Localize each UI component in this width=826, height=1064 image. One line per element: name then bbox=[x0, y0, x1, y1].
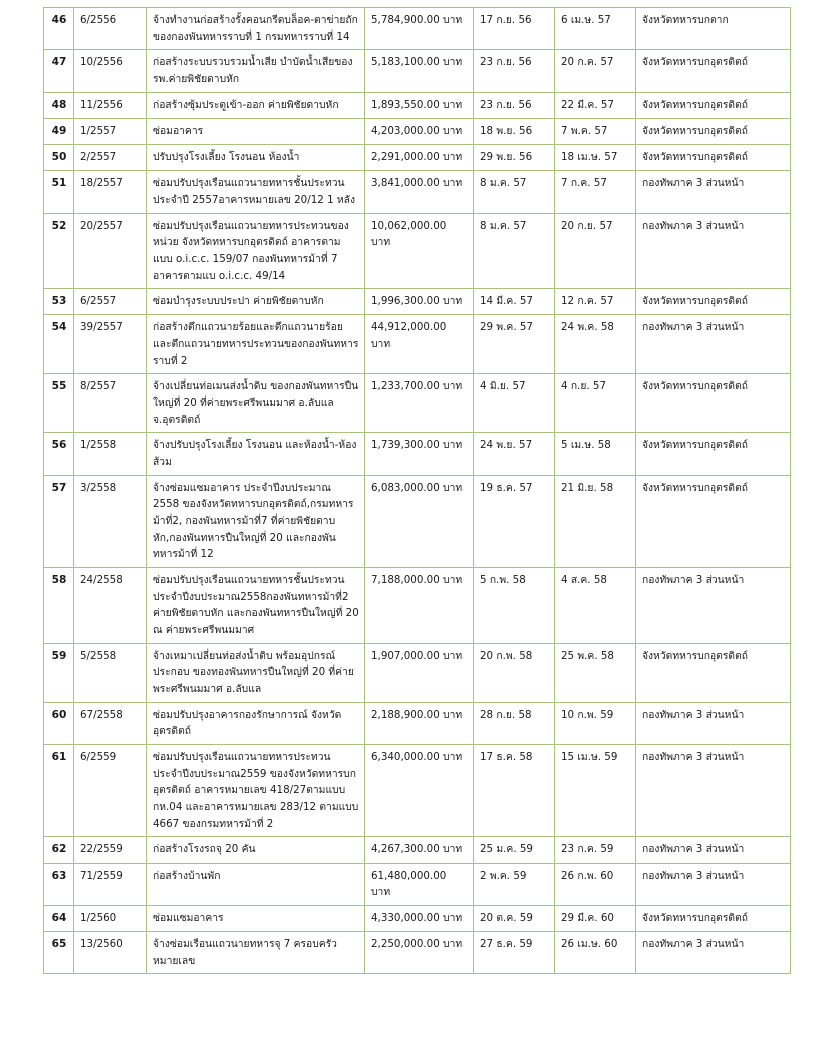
cell-amount: 6,083,000.00 บาท bbox=[365, 475, 474, 567]
cell-ref: 1/2557 bbox=[74, 118, 147, 144]
cell-amount: 61,480,000.00 บาท bbox=[365, 863, 474, 905]
cell-amount: 4,267,300.00 บาท bbox=[365, 837, 474, 863]
cell-amount: 6,340,000.00 บาท bbox=[365, 745, 474, 837]
cell-date1: 24 พ.ย. 57 bbox=[474, 433, 555, 475]
cell-amount: 1,739,300.00 บาท bbox=[365, 433, 474, 475]
cell-agency: จังหวัดทหารบกอุตรดิตถ์ bbox=[636, 475, 791, 567]
cell-date1: 2 พ.ค. 59 bbox=[474, 863, 555, 905]
cell-date1: 25 ม.ค. 59 bbox=[474, 837, 555, 863]
cell-amount: 7,188,000.00 บาท bbox=[365, 568, 474, 644]
cell-date2: 7 ก.ค. 57 bbox=[555, 171, 636, 213]
cell-ref: 11/2556 bbox=[74, 92, 147, 118]
cell-amount: 1,233,700.00 บาท bbox=[365, 374, 474, 433]
cell-agency: จังหวัดทหารบกอุตรดิตถ์ bbox=[636, 289, 791, 315]
cell-date1: 8 ม.ค. 57 bbox=[474, 171, 555, 213]
cell-amount: 5,183,100.00 บาท bbox=[365, 50, 474, 92]
table-row bbox=[44, 837, 791, 863]
cell-ref: 18/2557 bbox=[74, 171, 147, 213]
cell-date2: 4 ก.ย. 57 bbox=[555, 374, 636, 433]
cell-desc: ก่อสร้างโรงรถจุ 20 คัน bbox=[147, 837, 365, 863]
cell-desc: ก่อสร้างตึกแถวนายร้อยและตึกแถวนายร้อยและตึกแถวนายทหารประทวนของกองพันทหารราบที่ 2 bbox=[147, 315, 365, 374]
cell-date2: 12 ก.ค. 57 bbox=[555, 289, 636, 315]
cell-no: 48 bbox=[44, 92, 74, 118]
cell-ref: 39/2557 bbox=[74, 315, 147, 374]
cell-agency: กองทัพภาค 3 ส่วนหน้า bbox=[636, 932, 791, 974]
cell-date1: 8 ม.ค. 57 bbox=[474, 213, 555, 289]
cell-amount: 2,250,000.00 บาท bbox=[365, 932, 474, 974]
cell-date1: 23 ก.ย. 56 bbox=[474, 92, 555, 118]
cell-no: 64 bbox=[44, 905, 74, 931]
cell-desc: ปรับปรุงโรงเลี้ยง โรงนอน ห้องน้ำ bbox=[147, 145, 365, 171]
cell-desc: ซ่อมบำรุงระบบประปา ค่ายพิชัยดาบหัก bbox=[147, 289, 365, 315]
cell-date1: 5 ก.พ. 58 bbox=[474, 568, 555, 644]
cell-agency: จังหวัดทหารบกอุตรดิตถ์ bbox=[636, 643, 791, 702]
cell-date2: 25 พ.ค. 58 bbox=[555, 643, 636, 702]
cell-ref: 1/2560 bbox=[74, 905, 147, 931]
cell-desc: ซ่อมปรับปรุงอาคารกองรักษาการณ์ จังหวัดอุตรดิตถ์ bbox=[147, 702, 365, 744]
cell-agency: จังหวัดทหารบกอุตรดิตถ์ bbox=[636, 92, 791, 118]
cell-no: 62 bbox=[44, 837, 74, 863]
cell-no: 59 bbox=[44, 643, 74, 702]
cell-agency: จังหวัดทหารบกอุตรดิตถ์ bbox=[636, 50, 791, 92]
cell-date2: 10 ก.พ. 59 bbox=[555, 702, 636, 744]
cell-agency: จังหวัดทหารบกอุตรดิตถ์ bbox=[636, 905, 791, 931]
table-row bbox=[44, 118, 791, 144]
cell-desc: ซ่อมอาคาร bbox=[147, 118, 365, 144]
table-row bbox=[44, 171, 791, 213]
cell-ref: 10/2556 bbox=[74, 50, 147, 92]
cell-amount: 1,996,300.00 บาท bbox=[365, 289, 474, 315]
table-row bbox=[44, 289, 791, 315]
cell-ref: 3/2558 bbox=[74, 475, 147, 567]
cell-date1: 17 ธ.ค. 58 bbox=[474, 745, 555, 837]
contracts-table-body bbox=[44, 8, 791, 974]
cell-date2: 22 มี.ค. 57 bbox=[555, 92, 636, 118]
cell-desc: จ้างเหมาเปลี่ยนท่อส่งน้ำดิบ พร้อมอุปกรณ์ประกอบ ของทองพันทหารปืนใหญ่ที่ 20 ที่ค่ายพระศรีพนมมาศ อ.ลับแล bbox=[147, 643, 365, 702]
cell-no: 60 bbox=[44, 702, 74, 744]
cell-no: 53 bbox=[44, 289, 74, 315]
cell-agency: จังหวัดทหารบกอุตรดิตถ์ bbox=[636, 374, 791, 433]
cell-date2: 24 พ.ค. 58 bbox=[555, 315, 636, 374]
cell-no: 65 bbox=[44, 932, 74, 974]
cell-agency: จังหวัดทหารบกตาก bbox=[636, 8, 791, 50]
cell-date1: 14 มี.ค. 57 bbox=[474, 289, 555, 315]
cell-ref: 6/2556 bbox=[74, 8, 147, 50]
cell-agency: จังหวัดทหารบกอุตรดิตถ์ bbox=[636, 145, 791, 171]
cell-no: 63 bbox=[44, 863, 74, 905]
cell-desc: จ้างซ่อมแซมอาคาร ประจำปีงบประมาณ 2558 ของจังหวัดทหารบกอุตรดิตถ์,กรมทหารม้าที่2, กองพันทหารม้าที่7 ที่ค่ายพิชัยดาบหัก,กองพันทหารปืนใหญ่ที่ 20 และกองพันทหารม้าที่ 12 bbox=[147, 475, 365, 567]
cell-ref: 5/2558 bbox=[74, 643, 147, 702]
cell-amount: 5,784,900.00 บาท bbox=[365, 8, 474, 50]
cell-date2: 18 เม.ษ. 57 bbox=[555, 145, 636, 171]
cell-agency: กองทัพภาค 3 ส่วนหน้า bbox=[636, 171, 791, 213]
cell-no: 51 bbox=[44, 171, 74, 213]
cell-date1: 28 ก.ย. 58 bbox=[474, 702, 555, 744]
cell-date2: 7 พ.ค. 57 bbox=[555, 118, 636, 144]
table-row bbox=[44, 643, 791, 702]
cell-amount: 10,062,000.00 บาท bbox=[365, 213, 474, 289]
cell-desc: จ้างเปลี่ยนท่อเมนส่งน้ำดิบ ของกองพันทหารปืนใหญ่ที่ 20 ที่ค่ายพระศรีพนมมาศ อ.ลับแล จ.อุตรดิตถ์ bbox=[147, 374, 365, 433]
table-row bbox=[44, 145, 791, 171]
cell-ref: 6/2559 bbox=[74, 745, 147, 837]
cell-no: 47 bbox=[44, 50, 74, 92]
cell-agency: กองทัพภาค 3 ส่วนหน้า bbox=[636, 213, 791, 289]
table-row bbox=[44, 863, 791, 905]
cell-date1: 29 พ.ค. 57 bbox=[474, 315, 555, 374]
cell-no: 57 bbox=[44, 475, 74, 567]
cell-no: 46 bbox=[44, 8, 74, 50]
cell-date1: 20 ก.พ. 58 bbox=[474, 643, 555, 702]
table-row bbox=[44, 50, 791, 92]
cell-amount: 2,188,900.00 บาท bbox=[365, 702, 474, 744]
cell-agency: กองทัพภาค 3 ส่วนหน้า bbox=[636, 837, 791, 863]
table-row bbox=[44, 475, 791, 567]
cell-ref: 67/2558 bbox=[74, 702, 147, 744]
cell-date2: 6 เม.ษ. 57 bbox=[555, 8, 636, 50]
cell-ref: 6/2557 bbox=[74, 289, 147, 315]
cell-agency: กองทัพภาค 3 ส่วนหน้า bbox=[636, 863, 791, 905]
cell-ref: 20/2557 bbox=[74, 213, 147, 289]
cell-desc: จ้างซ่อมเรือนแถวนายทหารจุ 7 ครอบครัว หมายเลข bbox=[147, 932, 365, 974]
cell-desc: ซ่อมปรับปรุงเรือนแถวนายทหารชั้นประทวนประจำปีงบประมาณ2558กองพันทหารม้าที่2 ค่ายพิชัยดาบหัก และกองพันทหารปืนใหญ่ที่ 20 ณ ค่ายพระศรีพนมมาศ bbox=[147, 568, 365, 644]
cell-amount: 44,912,000.00 บาท bbox=[365, 315, 474, 374]
table-row bbox=[44, 315, 791, 374]
cell-no: 52 bbox=[44, 213, 74, 289]
cell-desc: ซ่อมปรับปรุงเรือนแถวนายทหารประทวนของหน่วย จังหวัดทหารบกอุตรดิตถ์ อาคารตามแบบ o.i.c.c. 159/07 กองพันทหารม้าที่ 7 อาคารตามแบ o.i.c.c. 49/14 bbox=[147, 213, 365, 289]
cell-amount: 4,330,000.00 บาท bbox=[365, 905, 474, 931]
table-row bbox=[44, 8, 791, 50]
contracts-table bbox=[43, 7, 791, 974]
cell-date1: 20 ต.ค. 59 bbox=[474, 905, 555, 931]
cell-desc: ซ่อมปรับปรุงเรือนแถวนายทหารชั้นประทวน ประจำปี 2557อาคารหมายเลข 20/12 1 หลัง bbox=[147, 171, 365, 213]
cell-agency: จังหวัดทหารบกอุตรดิตถ์ bbox=[636, 433, 791, 475]
cell-date1: 4 มิ.ย. 57 bbox=[474, 374, 555, 433]
cell-no: 55 bbox=[44, 374, 74, 433]
table-row bbox=[44, 374, 791, 433]
cell-date1: 19 ธ.ค. 57 bbox=[474, 475, 555, 567]
cell-date1: 17 ก.ย. 56 bbox=[474, 8, 555, 50]
cell-agency: กองทัพภาค 3 ส่วนหน้า bbox=[636, 702, 791, 744]
cell-ref: 1/2558 bbox=[74, 433, 147, 475]
cell-no: 49 bbox=[44, 118, 74, 144]
cell-ref: 8/2557 bbox=[74, 374, 147, 433]
cell-amount: 2,291,000.00 บาท bbox=[365, 145, 474, 171]
cell-date2: 20 ก.ย. 57 bbox=[555, 213, 636, 289]
cell-date2: 29 มี.ค. 60 bbox=[555, 905, 636, 931]
cell-date1: 29 พ.ย. 56 bbox=[474, 145, 555, 171]
cell-ref: 24/2558 bbox=[74, 568, 147, 644]
cell-desc: ซ่อมแซมอาคาร bbox=[147, 905, 365, 931]
cell-date2: 26 เม.ษ. 60 bbox=[555, 932, 636, 974]
table-row bbox=[44, 433, 791, 475]
cell-amount: 3,841,000.00 บาท bbox=[365, 171, 474, 213]
cell-desc: จ้างปรับปรุงโรงเลี้ยง โรงนอน และห้องน้ำ-ห้องส้วม bbox=[147, 433, 365, 475]
cell-amount: 1,907,000.00 บาท bbox=[365, 643, 474, 702]
cell-amount: 4,203,000.00 บาท bbox=[365, 118, 474, 144]
cell-date2: 20 ก.ค. 57 bbox=[555, 50, 636, 92]
table-row bbox=[44, 92, 791, 118]
table-row bbox=[44, 702, 791, 744]
cell-date2: 5 เม.ษ. 58 bbox=[555, 433, 636, 475]
cell-ref: 13/2560 bbox=[74, 932, 147, 974]
cell-agency: จังหวัดทหารบกอุตรดิตถ์ bbox=[636, 118, 791, 144]
cell-date2: 26 ก.พ. 60 bbox=[555, 863, 636, 905]
table-row bbox=[44, 568, 791, 644]
cell-no: 54 bbox=[44, 315, 74, 374]
cell-date2: 23 ก.ค. 59 bbox=[555, 837, 636, 863]
cell-ref: 2/2557 bbox=[74, 145, 147, 171]
table-row bbox=[44, 745, 791, 837]
cell-agency: กองทัพภาค 3 ส่วนหน้า bbox=[636, 315, 791, 374]
cell-ref: 71/2559 bbox=[74, 863, 147, 905]
cell-desc: ก่อสร้างระบบรวบรวมน้ำเสีย บำบัดน้ำเสียของรพ.ค่ายพิชัยดาบหัก bbox=[147, 50, 365, 92]
cell-desc: ซ่อมปรับปรุงเรือนแถวนายทหารประทวน ประจำปีงบประมาณ2559 ของจังหวัดทหารบกอุตรดิตถ์ อาคารหมายเลข 418/27ตามแบบ กห.04 และอาคารหมายเลข 283/12 ตามแบบ 4667 ของกรมทหารม้าที่ 2 bbox=[147, 745, 365, 837]
cell-no: 56 bbox=[44, 433, 74, 475]
cell-agency: กองทัพภาค 3 ส่วนหน้า bbox=[636, 568, 791, 644]
cell-desc: ก่อสร้างบ้านพัก bbox=[147, 863, 365, 905]
cell-date1: 27 ธ.ค. 59 bbox=[474, 932, 555, 974]
table-row bbox=[44, 213, 791, 289]
cell-no: 58 bbox=[44, 568, 74, 644]
table-row bbox=[44, 932, 791, 974]
cell-agency: กองทัพภาค 3 ส่วนหน้า bbox=[636, 745, 791, 837]
cell-date2: 15 เม.ษ. 59 bbox=[555, 745, 636, 837]
cell-date1: 18 พ.ย. 56 bbox=[474, 118, 555, 144]
cell-date2: 4 ส.ค. 58 bbox=[555, 568, 636, 644]
cell-desc: ก่อสร้างซุ้มประตูเข้า-ออก ค่ายพิชัยดาบหัก bbox=[147, 92, 365, 118]
cell-ref: 22/2559 bbox=[74, 837, 147, 863]
cell-desc: จ้างทำงานก่อสร้างรั้งคอนกรีตบล็อค-ตาข่ายถักของกองพันทหารราบที่ 1 กรมทหารราบที่ 14 bbox=[147, 8, 365, 50]
cell-amount: 1,893,550.00 บาท bbox=[365, 92, 474, 118]
cell-no: 50 bbox=[44, 145, 74, 171]
table-row bbox=[44, 905, 791, 931]
cell-date2: 21 มิ.ย. 58 bbox=[555, 475, 636, 567]
cell-no: 61 bbox=[44, 745, 74, 837]
cell-date1: 23 ก.ย. 56 bbox=[474, 50, 555, 92]
